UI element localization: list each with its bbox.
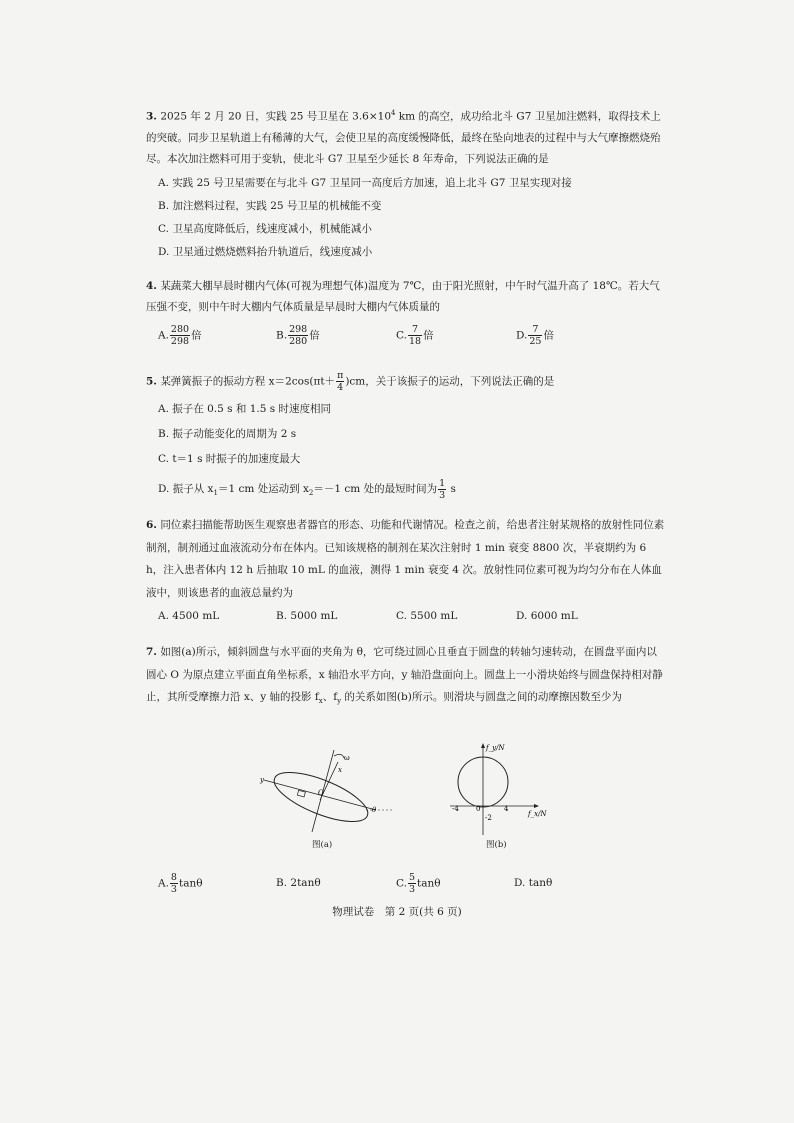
question-3-stem: 3. 2025 年 2 月 20 日，实践 25 号卫星在 $3.6\times 10^4$ km 的高空，成功给北斗 G7 卫星加注燃料，取得技术上的突破。同步卫星轨道上有稀薄的大气，会使卫星的高度缓慢降低，最终在坠向地表的过程中与大气摩擦燃烧殆尽。本次加注燃料可用于变轨，使北斗 G7 卫星至少延长 8 年寿命，下列说法正确的是 [146,109,661,165]
question-3-option-d: D. 卫星通过燃烧燃料抬升轨道后，线速度减小 [158,245,373,258]
figure-a-omega-label: ω [344,754,350,762]
question-4-option-a: A. $\frac{280}{298}$ 倍 [158,324,202,347]
question-5-option-c: C. t＝1 s 时振子的加速度最大 [158,453,301,465]
question-7-option-b: B. 2tanθ [276,877,321,889]
question-6-option-a: A. 4500 mL [158,610,220,622]
question-7-option-c: C. $\frac{5}{3}$ tanθ [396,872,441,895]
question-7-options [158,872,678,896]
figure-b-tick-zero: 0 [476,805,481,813]
figure-b-caption: 图(b) [486,840,507,850]
question-6-options [146,606,666,630]
question-7-stem: 7. 如图(a)所示，倾斜圆盘与水平面的夹角为 θ，它可绕过圆心且垂直于圆盘的转轴匀速转动，在圆盘平面内以圆心 O 为原点建立平面直角坐标系，x 轴沿水平方向，y 轴沿盘面向上。圆盘上一小滑块始终与圆盘保持相对静止，其所受摩擦力沿 x、y 轴的投影 $f_x$、$f_y$ 的关系如图(b)所示。则滑块与圆盘之间的动摩擦因数至少为 [146,646,663,706]
question-5 [146,370,666,508]
question-5-option-a: A. 振子在 0.5 s 和 1.5 s 时速度相同 [158,403,331,415]
figure-b-tick-neg2: -2 [485,814,492,822]
question-3-option-a: A. 实践 25 号卫星需要在与北斗 G7 卫星同一高度后方加速，追上北斗 G7 卫星实现对接 [158,176,572,189]
figure-a-tilted-disk [256,740,396,840]
question-7 [146,641,666,713]
question-5-option-d: D. 振子从 $x_1=1$ cm 处运动到 $x_2=-1$ cm 处的最短时间为 $\frac{1}{3}$ s [158,477,456,501]
page-footer: 物理试卷 第 2 页(共 6 页) [332,906,462,918]
question-4-option-d: D. $\frac{7}{25}$ 倍 [516,324,554,347]
figure-a-y-label: y [260,776,264,784]
figure-a-x-label: x [338,766,342,774]
question-4-options [146,324,666,358]
question-4-option-c: C. $\frac{7}{18}$ 倍 [396,324,434,347]
question-7-figures [236,740,566,860]
figure-a-caption: 图(a) [312,840,333,850]
question-7-option-d: D. tanθ [514,877,553,889]
question-6-option-c: C. 5500 mL [396,610,458,622]
question-3-option-c: C. 卫星高度降低后，线速度减小，机械能减小 [158,222,372,235]
figure-a-origin-label: O [318,789,324,797]
figure-b-fy-axis-label: f_y/N [486,744,505,752]
question-3 [146,103,666,264]
question-6 [146,514,666,630]
question-6-stem: 6. 同位素扫描能帮助医生观察患者器官的形态、功能和代谢情况。检查之前，给患者注射某规格的放射性同位素制剂，制剂通过血液流动分布在体内。已知该规格的制剂在某次注射时 1 min 衰变 8800 次，半衰期约为 6 h，注入患者体内 12 h 后抽取 10 mL 的血液，测得 1 min 衰变 4 次。放射性同位素可视为均匀分布在人体血液中，则该患者的血液总量约为 [146,519,665,599]
question-5-option-b: B. 振子动能变化的周期为 2 s [158,428,297,440]
question-3-option-b: B. 加注燃料过程，实践 25 号卫星的机械能不变 [158,199,382,212]
question-4 [146,276,666,358]
figure-b-fx-axis-label: f_x/N [528,810,547,818]
question-5-stem: 5. 某弹簧振子的振动方程 x＝2cos(πt＋ $\frac{\pi}{4}$ )cm，关于该振子的运动，下列说法正确的是 [146,370,555,393]
figure-b-friction-circle [442,740,552,840]
figure-b-tick-pos4: 4 [504,805,509,813]
question-4-stem: 4. 某蔬菜大棚早晨时棚内气体(可视为理想气体)温度为 7℃，由于阳光照射，中午时气温升高了 18℃。若大气压强不变，则中午时大棚内气体质量是早晨时大棚内气体质量的 [146,280,660,313]
question-6-option-d: D. 6000 mL [516,610,578,622]
question-7-option-a: A. $\frac{8}{3}$ tanθ [158,872,203,895]
figure-b-tick-neg4: -4 [452,805,459,813]
figure-a-theta-label: θ [372,806,377,814]
question-4-option-b: B. $\frac{298}{280}$ 倍 [276,324,320,347]
question-6-option-b: B. 5000 mL [276,610,338,622]
